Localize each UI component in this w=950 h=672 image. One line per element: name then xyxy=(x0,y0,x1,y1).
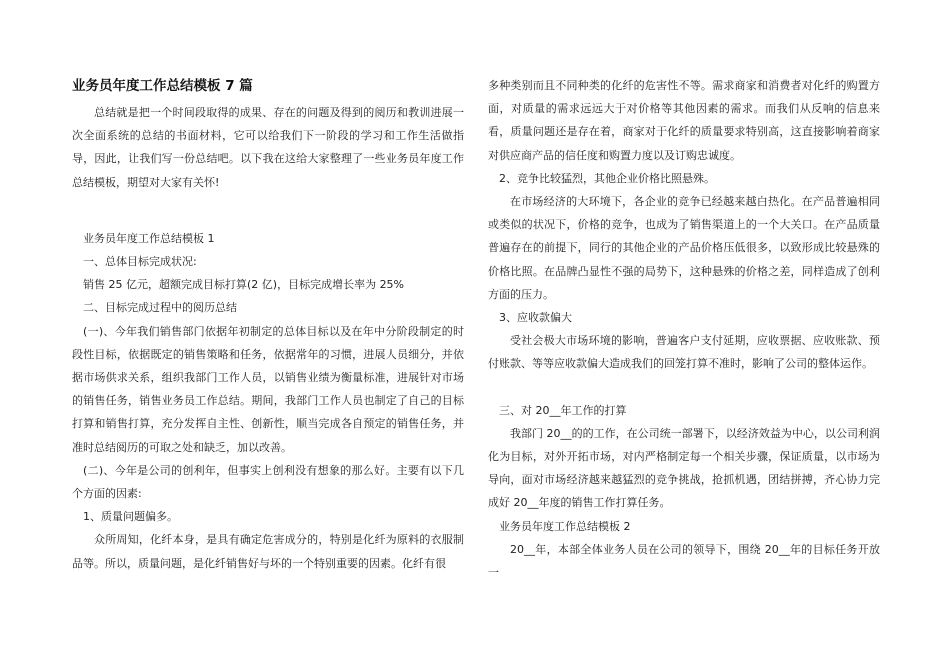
document-title: 业务员年度工作总结模板 7 篇 xyxy=(72,78,253,94)
intro-paragraph: 总结就是把一个时间段取得的成果、存在的问题及得到的阅历和教训进展一次全面系统的总结的书面材料，它可以给我们下一阶段的学习和工作生活做指导，因此，让我们写一份总结吧。以下我在这给大家整理了一些业务员年度工作总结模板，期望对大家有关怀! xyxy=(72,106,464,189)
point-heading-3: 3、应收款偏大 xyxy=(499,311,572,325)
body-paragraph: 多种类别而且不同种类的化纤的危害性不等。需求商家和消费者对化纤的购置方面，对质量的需求远远大于对价格等其他因素的需求。而我们从反响的信息来看，质量问题还是存在着，商家对于化纤的质量要求特别高，这直接影响着商家对供应商产品的信任度和购置力度以及订购忠诚度。 xyxy=(488,79,880,162)
body-paragraph: (二)、今年是公司的创利年，但事实上创利没有想象的那么好。主要有以下几个方面的因素: xyxy=(72,463,464,501)
body-paragraph: 众所周知，化纤本身，是具有确定危害成分的，特别是化纤为原料的衣服制品等。所以，质量问题，是化纤销售好与坏的一个特别重要的因素。化纤有很 xyxy=(72,533,464,570)
body-paragraph: 受社会极大市场环境的影响，普遍客户支付延期，应收票据、应收账款、预付账款、等等应收款偏大造成我们的回笼打算不准时，影响了公司的整体运作。 xyxy=(488,334,880,371)
body-paragraph: 在市场经济的大环境下，各企业的竞争已经越来越白热化。在产品普遍相同或类似的状况下，价格的竞争，也成为了销售渠道上的一个大关口。在产品质量普遍存在的前提下，同行的其他企业的产品价格压低很多，以致形成比较悬殊的价格比照。在品牌凸显性不强的局势下，这种悬殊的价格之差，同样造成了创利方面的压力。 xyxy=(488,195,880,301)
section-heading-1: 一、总体目标完成状况: xyxy=(83,255,197,269)
point-heading-1: 1、质量问题偏多。 xyxy=(83,510,178,524)
body-paragraph: 20__年，本部全体业务人员在公司的领导下，围绕 20__年的目标任务开放一 xyxy=(488,542,880,580)
section-heading-2: 二、目标完成过程中的阅历总结 xyxy=(83,301,237,315)
point-heading-2: 2、竞争比较猛烈，其他企业价格比照悬殊。 xyxy=(499,171,715,185)
spacer xyxy=(72,217,464,227)
body-paragraph: 我部门 20__的的工作，在公司统一部署下，以经济效益为中心，以公司利润化为目标，对外开拓市场，对内严格制定每一个相关步骤，保证质量，以市场为导向，面对市场经济越来越猛烈的竞争挑战，抢抓机遇，团结拼搏，齐心协力完成好 20__年度的销售工作打算任务。 xyxy=(488,426,880,510)
template-heading-2: 业务员年度工作总结模板 2 xyxy=(499,519,631,533)
section-heading-3: 三、对 20__年工作的打算 xyxy=(499,403,627,417)
template-heading-1: 业务员年度工作总结模板 1 xyxy=(83,231,215,245)
sales-result-line: 销售 25 亿元，超额完成目标打算(2 亿)，目标完成增长率为 25% xyxy=(83,278,405,292)
left-column xyxy=(72,70,464,575)
body-paragraph: (一)、今年我们销售部门依据年初制定的总体目标以及在年中分阶段制定的时段性目标，依据既定的销售策略和任务，依据常年的习惯，进展人员细分，并依据市场供求关系，组织我部门工作人员，以销售业绩为衡量标准，进展针对市场的销售任务，销售业务员工作总结。期间，我部门工作人员也制定了自己的目标打算和销售打算，充分发挥自主性、创新性，顺当完成各自预定的销售任务，并准时总结阅历的可取之处和缺乏，加以改善。 xyxy=(72,324,464,454)
right-column xyxy=(488,74,880,584)
spacer xyxy=(72,194,464,217)
spacer xyxy=(488,376,880,399)
